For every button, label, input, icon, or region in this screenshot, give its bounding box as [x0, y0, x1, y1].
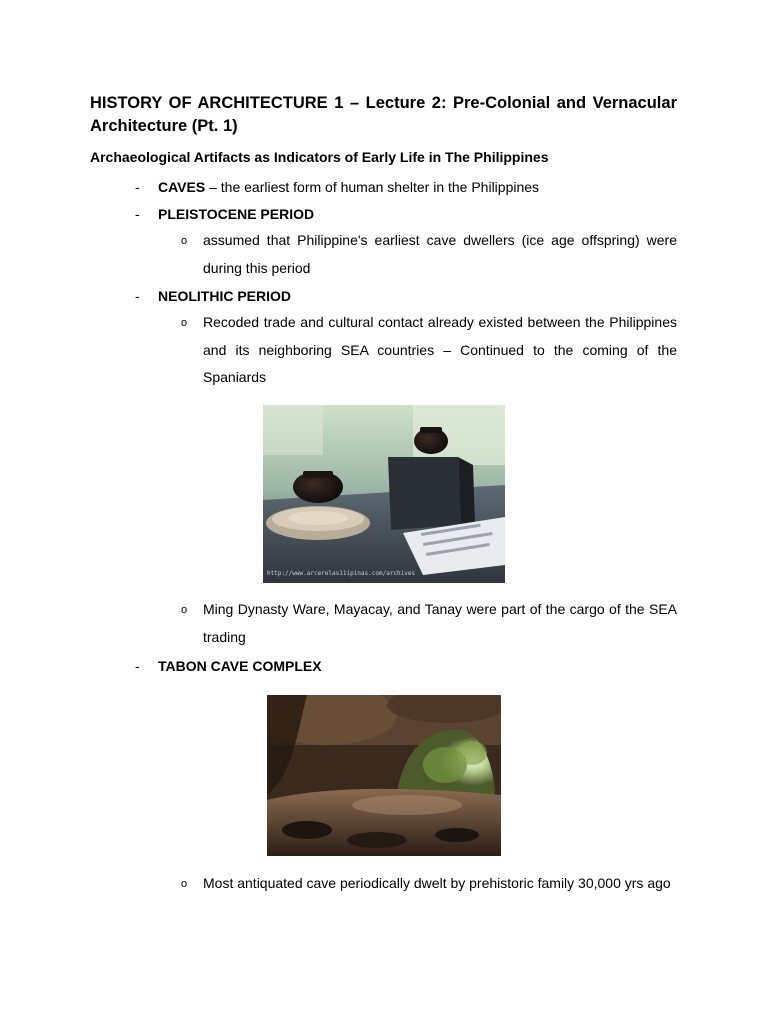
bullet-marker: o	[181, 317, 188, 329]
list-item-tabon-cave	[158, 657, 322, 675]
item-label: CAVES	[158, 179, 206, 195]
sub-item-text: Ming Dynasty Ware, Mayacay, and Tanay were part of the cargo of the SEA trading	[203, 601, 677, 645]
dash-marker: -	[135, 658, 140, 674]
item-label: NEOLITHIC PERIOD	[158, 288, 292, 304]
sub-item-text: assumed that Philippine's earliest cave dwellers (ice age offspring) were during this period	[203, 232, 677, 276]
dash-marker: -	[135, 288, 140, 304]
sub-item-text: Recoded trade and cultural contact already existed between the Philippines and its neighboring SEA countries – Continued to the coming of the Spaniards	[203, 314, 677, 385]
item-label: PLEISTOCENE PERIOD	[158, 206, 315, 222]
document-title: HISTORY OF ARCHITECTURE 1 – Lecture 2: Pre-Colonial and Vernacular Architecture (Pt. 1)	[90, 94, 677, 135]
item-label: TABON CAVE COMPLEX	[158, 658, 322, 674]
list-item-neolithic	[158, 287, 291, 305]
pottery-photo	[263, 405, 505, 583]
bullet-marker: o	[181, 235, 188, 247]
item-text: – the earliest form of human shelter in the Philippines	[205, 179, 540, 195]
section-heading: Archaeological Artifacts as Indicators of Early Life in The Philippines	[90, 149, 549, 165]
photo-watermark: http://www.arcerelas11ipinas.com/archives	[267, 570, 416, 577]
dash-marker: -	[135, 206, 140, 222]
cave-photo	[267, 695, 501, 856]
sub-item-text: Most antiquated cave periodically dwelt by prehistoric family 30,000 yrs ago	[203, 875, 671, 891]
list-item-pleistocene	[158, 205, 314, 223]
list-item-caves	[158, 178, 539, 196]
dash-marker: -	[135, 179, 140, 195]
bullet-marker: o	[181, 878, 188, 890]
bullet-marker: o	[181, 604, 188, 616]
